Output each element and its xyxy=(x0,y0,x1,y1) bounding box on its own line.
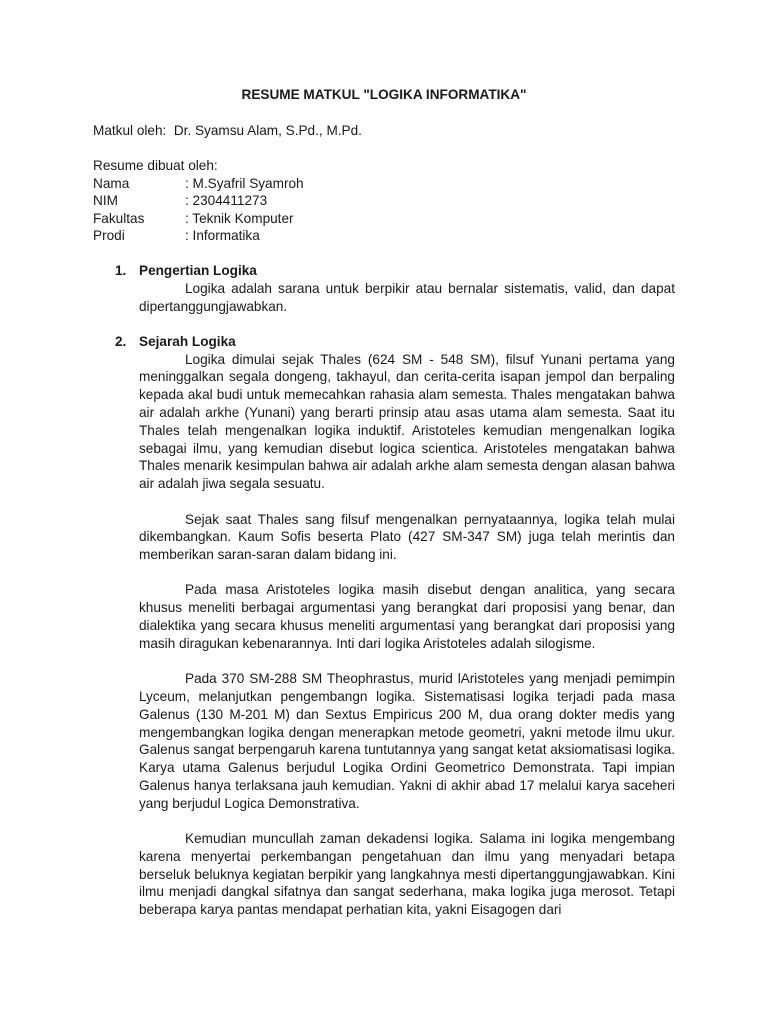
section-heading xyxy=(93,262,675,280)
field-key: NIM xyxy=(93,193,118,208)
paragraph: Pada masa Aristoteles logika masih disebut dengan analitica, yang secara khusus meneliti berbagai argumentasi yang berangkat dari proposisi yang benar, dan dialektika yang secara khusus meneliti argumentasi yang berangkat dari proposisi yang masih diragukan kebenarannya. Inti dari logika Aristoteles adalah silogisme. xyxy=(139,582,675,651)
section-body xyxy=(139,351,675,919)
author-row-nama xyxy=(93,175,304,193)
field-key: Nama xyxy=(93,175,130,191)
paragraph: Kemudian muncullah zaman dekadensi logika. Salama ini logika mengembang karena menyertai perkembangan pengetahuan dan ilmu yang menyadari betapa berseluk beluknya kegiatan berpikir yang langkahnya mesti dipertanggungjawabkan. Kini ilmu menjadi dangkal sifatnya dan sangat sederhana, maka logika juga merosot. Tetapi beberapa karya pantas mendapat perhatian kita, yakni Eisagogen dari xyxy=(139,831,675,918)
author-block xyxy=(93,157,304,245)
lecturer-line: Matkul oleh: Dr. Syamsu Alam, S.Pd., M.Pd. xyxy=(93,123,362,138)
paragraph: Logika adalah sarana untuk berpikir atau bernalar sistematis, valid, dan dapat dipertanggungjawabkan. xyxy=(139,280,675,314)
paragraph: Logika dimulai sejak Thales (624 SM - 548 SM), filsuf Yunani pertama yang meninggalkan segala dongeng, takhayul, dan cerita-cerita isapan jempol dan berpaling kepada akal budi untuk memecahkan rahasia alam semesta. Thales mengatakan bahwa air adalah arkhe (Yunani) yang berarti prinsip atau asas utama alam semesta. Saat itu Thales telah mengenalkan logika induktif. Aristoteles kemudian mengenalkan logika sebagai ilmu, yang kemudian disebut logica scientica. Aristoteles mengatakan bahwa Thales menarik kesimpulan bahwa air adalah arkhe alam semesta dengan alasan bahwa air adalah jiwa segala sesuatu. xyxy=(139,351,675,492)
field-value: : M.Syafril Syamroh xyxy=(185,175,304,191)
paragraph: Sejak saat Thales sang filsuf mengenalkan pernyataannya, logika telah mulai dikembangkan. Kaum Sofis beserta Plato (427 SM-347 SM) juga telah merintis dan memberikan saran-saran dalam bidang ini. xyxy=(139,511,675,563)
field-value: : 2304411273 xyxy=(185,193,268,208)
paragraph: Pada 370 SM-288 SM Theophrastus, murid lAristoteles yang menjadi pemimpin Lyceum, melanjutkan pengembangn logika. Sistematisasi logika terjadi pada masa Galenus (130 M-201 M) dan Sextus Empiricus 200 M, dua orang dokter medis yang mengembangkan logika dengan menerapkan metode geometri, yakni metode ilmu ukur. Galenus sangat berpengaruh karena tuntutannya yang sangat ketat aksiomatisasi logika. Karya utama Galenus berjudul Logika Ordini Geometrico Demonstrata. Tapi impian Galenus hanya terlaksana jauh kemudian. Yakni di akhir abad 17 melalui karya saceheri yang berjudul Logica Demonstrativa. xyxy=(139,671,675,811)
field-value: : Teknik Komputer xyxy=(185,210,294,226)
document-title: RESUME MATKUL "LOGIKA INFORMATIKA" xyxy=(241,87,527,102)
author-row-prodi xyxy=(93,227,304,245)
field-key: Fakultas xyxy=(93,210,145,226)
section-sejarah-logika xyxy=(93,333,675,919)
section-title: Sejarah Logika xyxy=(139,333,236,349)
sections xyxy=(93,262,675,937)
resume-by-label: Resume dibuat oleh: xyxy=(93,158,218,173)
section-number: 1. xyxy=(115,263,127,278)
section-heading xyxy=(93,333,675,351)
section-number: 2. xyxy=(115,333,127,349)
field-value: : Informatika xyxy=(185,228,260,243)
section-body xyxy=(139,280,675,316)
author-row-nim xyxy=(93,192,304,210)
section-pengertian-logika xyxy=(93,262,675,315)
author-row-fakultas xyxy=(93,210,304,228)
field-key: Prodi xyxy=(93,228,125,243)
section-title: Pengertian Logika xyxy=(139,263,257,278)
